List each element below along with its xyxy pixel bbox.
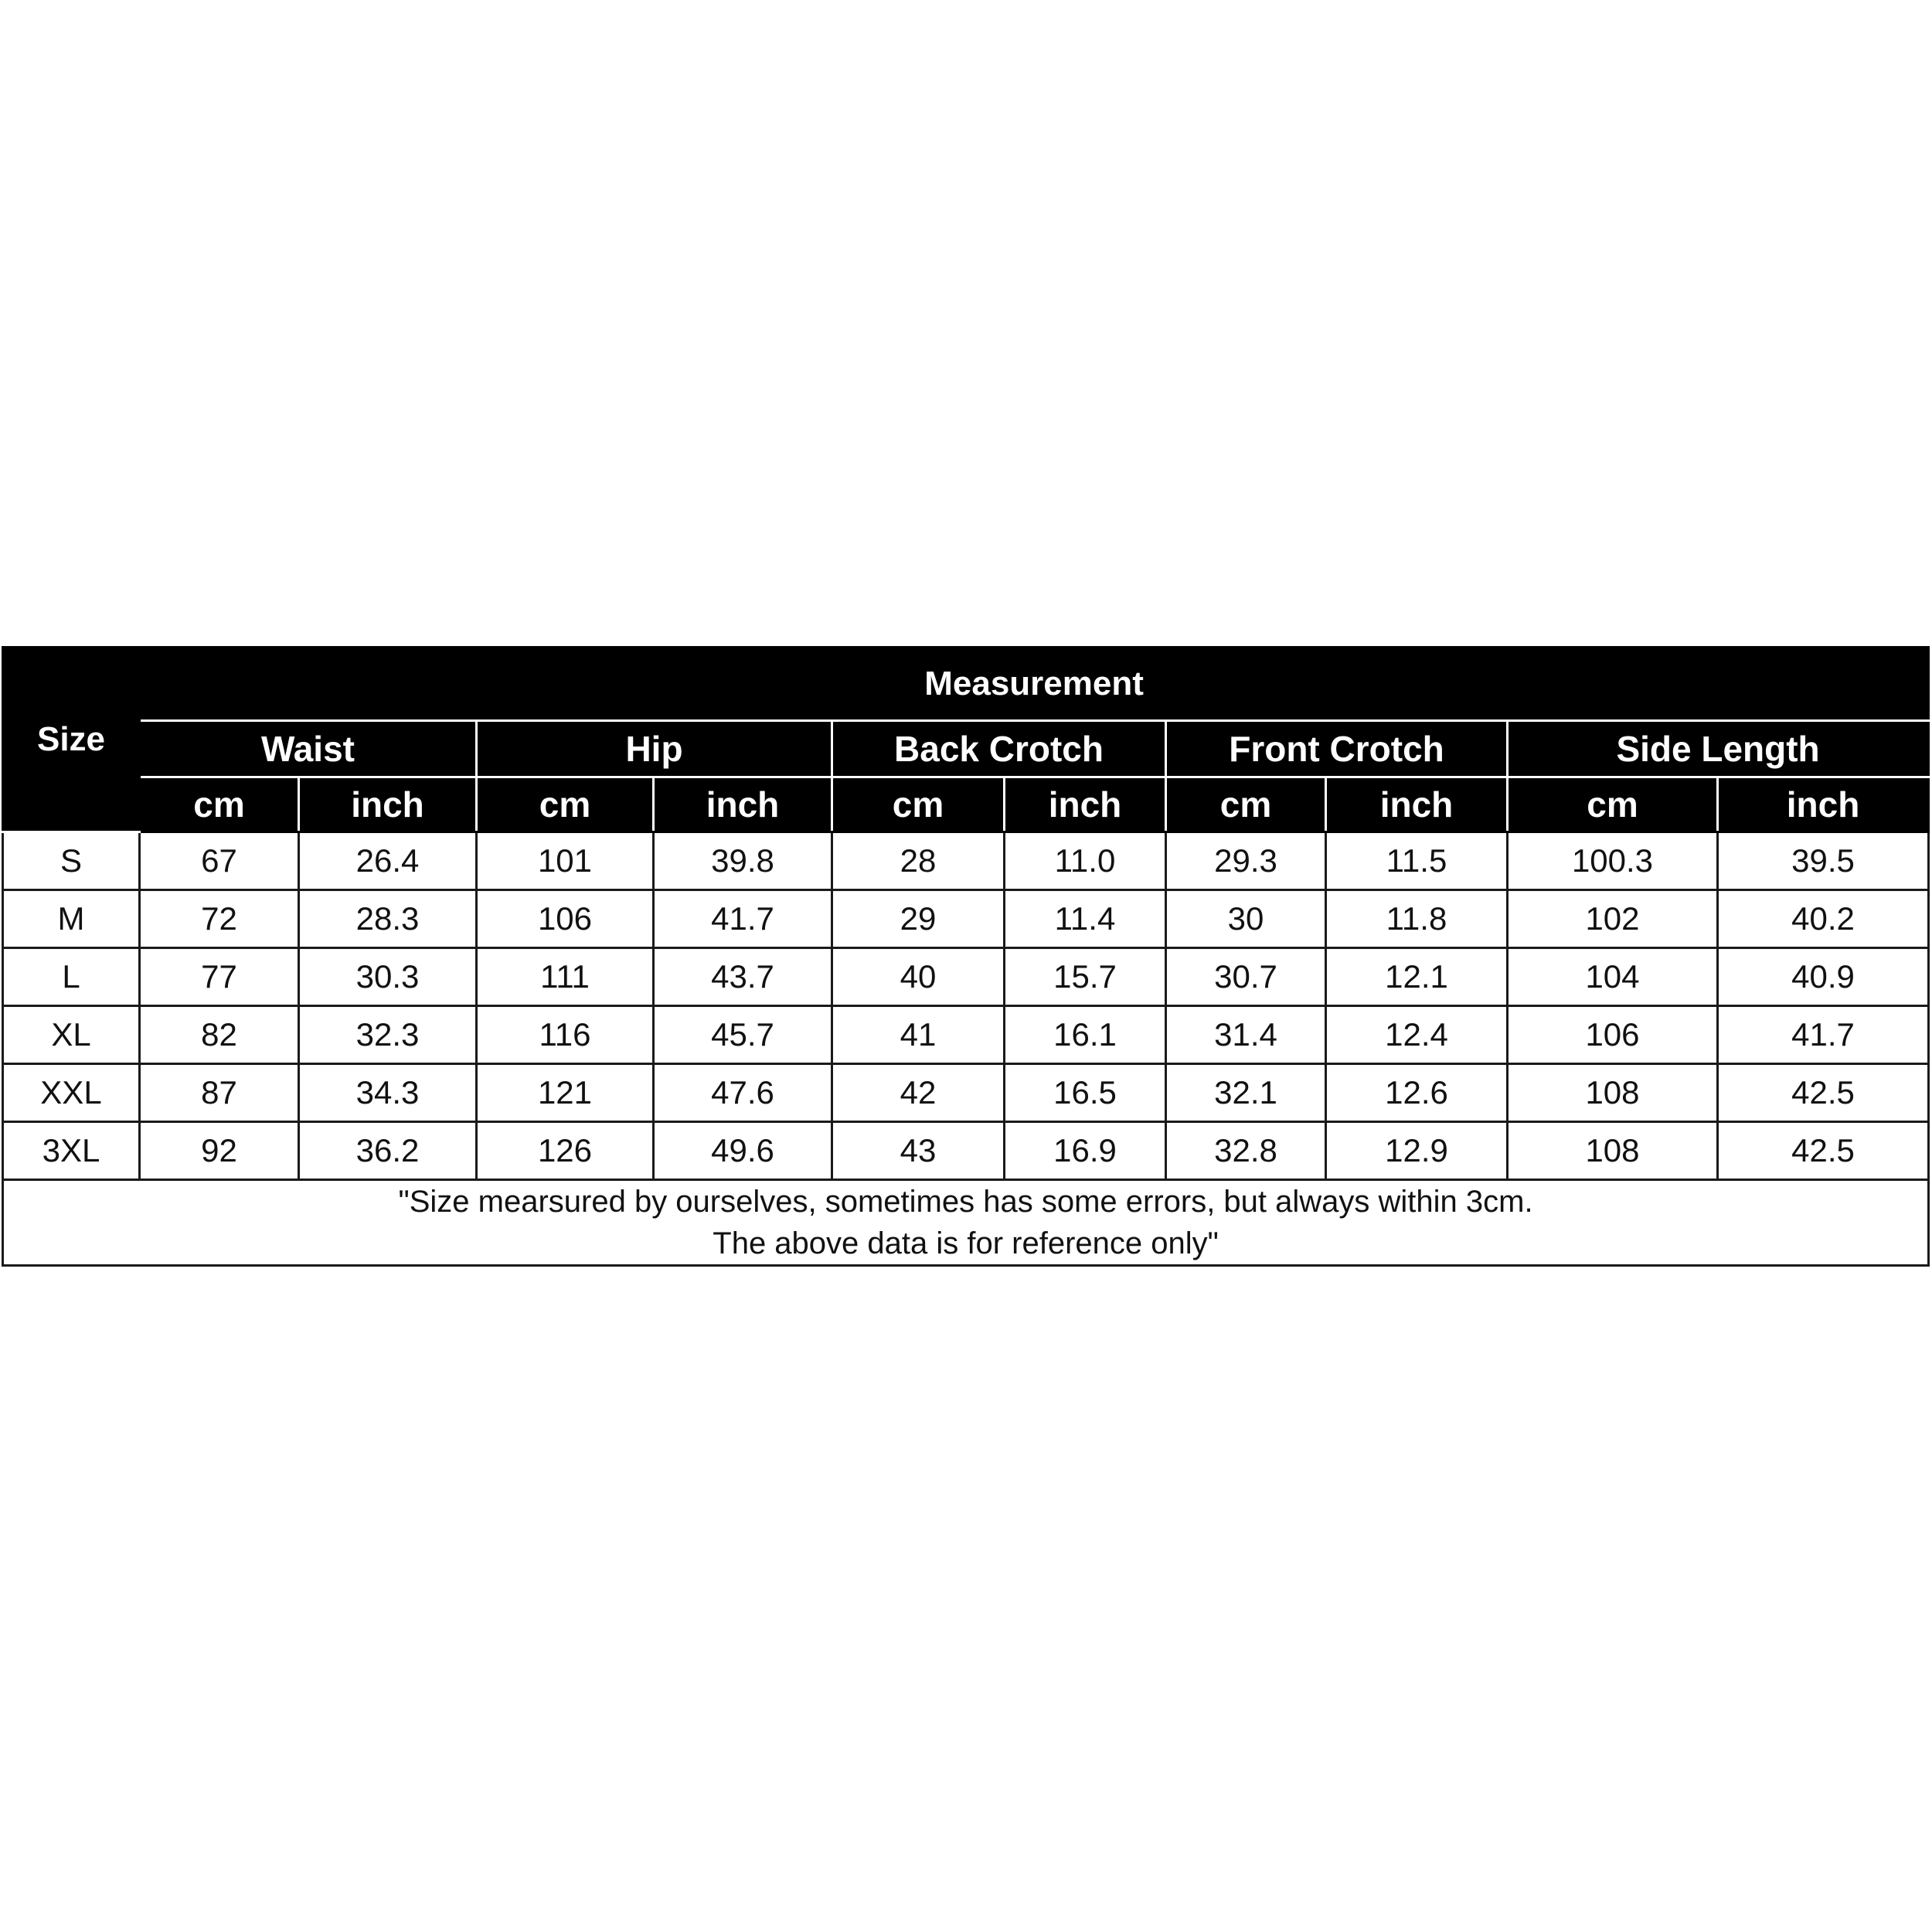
table-row (3, 948, 1929, 1006)
unit-header-cm: cm (832, 777, 1005, 832)
size-label-cell: XXL (3, 1064, 140, 1122)
measurement-cell: 43.7 (654, 948, 832, 1006)
measurement-cell: 104 (1508, 948, 1718, 1006)
group-header-side-length: Side Length (1508, 721, 1929, 777)
measurement-cell: 108 (1508, 1064, 1718, 1122)
measurement-cell: 106 (1508, 1006, 1718, 1064)
measurement-cell: 30.3 (299, 948, 477, 1006)
measurement-cell: 42 (832, 1064, 1005, 1122)
note-row (3, 1180, 1929, 1266)
table-body (3, 832, 1929, 1180)
measurement-cell: 82 (140, 1006, 299, 1064)
table-row (3, 1122, 1929, 1180)
footnote (3, 1180, 1929, 1266)
measurement-cell: 32.8 (1166, 1122, 1326, 1180)
measurement-cell: 32.1 (1166, 1064, 1326, 1122)
measurement-cell: 32.3 (299, 1006, 477, 1064)
measurement-cell: 41 (832, 1006, 1005, 1064)
unit-header-cm: cm (477, 777, 654, 832)
table-row (3, 832, 1929, 890)
measurement-cell: 42.5 (1718, 1122, 1929, 1180)
measurement-cell: 102 (1508, 890, 1718, 948)
measurement-cell: 30 (1166, 890, 1326, 948)
footnote-line-2: The above data is for reference only" (713, 1226, 1219, 1260)
measurement-cell: 39.5 (1718, 832, 1929, 890)
unit-header-cm: cm (140, 777, 299, 832)
size-chart-table (2, 646, 1930, 1267)
measurement-cell: 101 (477, 832, 654, 890)
measurement-cell: 34.3 (299, 1064, 477, 1122)
measurement-cell: 100.3 (1508, 832, 1718, 890)
size-label-cell: L (3, 948, 140, 1006)
group-header-back-crotch: Back Crotch (832, 721, 1166, 777)
table-header (3, 648, 1929, 832)
measurement-cell: 121 (477, 1064, 654, 1122)
measurement-cell: 39.8 (654, 832, 832, 890)
measurement-cell: 11.8 (1326, 890, 1508, 948)
measurement-cell: 116 (477, 1006, 654, 1064)
unit-header-inch: inch (1718, 777, 1929, 832)
measurement-cell: 111 (477, 948, 654, 1006)
measurement-cell: 40.9 (1718, 948, 1929, 1006)
measurement-cell: 40.2 (1718, 890, 1929, 948)
measurement-cell: 41.7 (1718, 1006, 1929, 1064)
measurement-cell: 77 (140, 948, 299, 1006)
size-label-cell: M (3, 890, 140, 948)
measurement-cell: 43 (832, 1122, 1005, 1180)
size-label-cell: XL (3, 1006, 140, 1064)
unit-header-inch: inch (1005, 777, 1166, 832)
group-header-front-crotch: Front Crotch (1166, 721, 1508, 777)
measurement-cell: 36.2 (299, 1122, 477, 1180)
table-footer (3, 1180, 1929, 1266)
measurement-cell: 28 (832, 832, 1005, 890)
measurement-cell: 30.7 (1166, 948, 1326, 1006)
table-row (3, 1006, 1929, 1064)
measurement-cell: 11.0 (1005, 832, 1166, 890)
unit-header-inch: inch (1326, 777, 1508, 832)
measurement-cell: 126 (477, 1122, 654, 1180)
unit-header-cm: cm (1508, 777, 1718, 832)
header-row-groups (3, 721, 1929, 777)
group-header-hip: Hip (477, 721, 832, 777)
measurement-cell: 16.5 (1005, 1064, 1166, 1122)
measurement-cell: 16.9 (1005, 1122, 1166, 1180)
measurement-cell: 28.3 (299, 890, 477, 948)
measurement-cell: 106 (477, 890, 654, 948)
measurement-cell: 12.6 (1326, 1064, 1508, 1122)
header-row-units (3, 777, 1929, 832)
size-label-cell: 3XL (3, 1122, 140, 1180)
measurement-cell: 16.1 (1005, 1006, 1166, 1064)
table-row (3, 890, 1929, 948)
header-row-measurement (3, 648, 1929, 721)
size-label-cell: S (3, 832, 140, 890)
measurement-cell: 87 (140, 1064, 299, 1122)
unit-header-inch: inch (654, 777, 832, 832)
measurement-cell: 49.6 (654, 1122, 832, 1180)
measurement-cell: 11.5 (1326, 832, 1508, 890)
measurement-cell: 29 (832, 890, 1005, 948)
measurement-cell: 11.4 (1005, 890, 1166, 948)
measurement-cell: 15.7 (1005, 948, 1166, 1006)
measurement-cell: 47.6 (654, 1064, 832, 1122)
unit-header-cm: cm (1166, 777, 1326, 832)
measurement-cell: 26.4 (299, 832, 477, 890)
measurement-cell: 12.4 (1326, 1006, 1508, 1064)
measurement-cell: 45.7 (654, 1006, 832, 1064)
measurement-cell: 31.4 (1166, 1006, 1326, 1064)
measurement-header: Measurement (140, 648, 1929, 721)
group-header-waist: Waist (140, 721, 477, 777)
measurement-cell: 29.3 (1166, 832, 1326, 890)
measurement-cell: 92 (140, 1122, 299, 1180)
unit-header-inch: inch (299, 777, 477, 832)
measurement-cell: 108 (1508, 1122, 1718, 1180)
measurement-cell: 40 (832, 948, 1005, 1006)
measurement-cell: 72 (140, 890, 299, 948)
measurement-cell: 67 (140, 832, 299, 890)
footnote-line-1: "Size mearsured by ourselves, sometimes has some errors, but always within 3cm. (398, 1185, 1533, 1219)
measurement-cell: 12.1 (1326, 948, 1508, 1006)
measurement-cell: 41.7 (654, 890, 832, 948)
size-column-header: Size (3, 648, 140, 832)
measurement-cell: 12.9 (1326, 1122, 1508, 1180)
table-row (3, 1064, 1929, 1122)
measurement-cell: 42.5 (1718, 1064, 1929, 1122)
